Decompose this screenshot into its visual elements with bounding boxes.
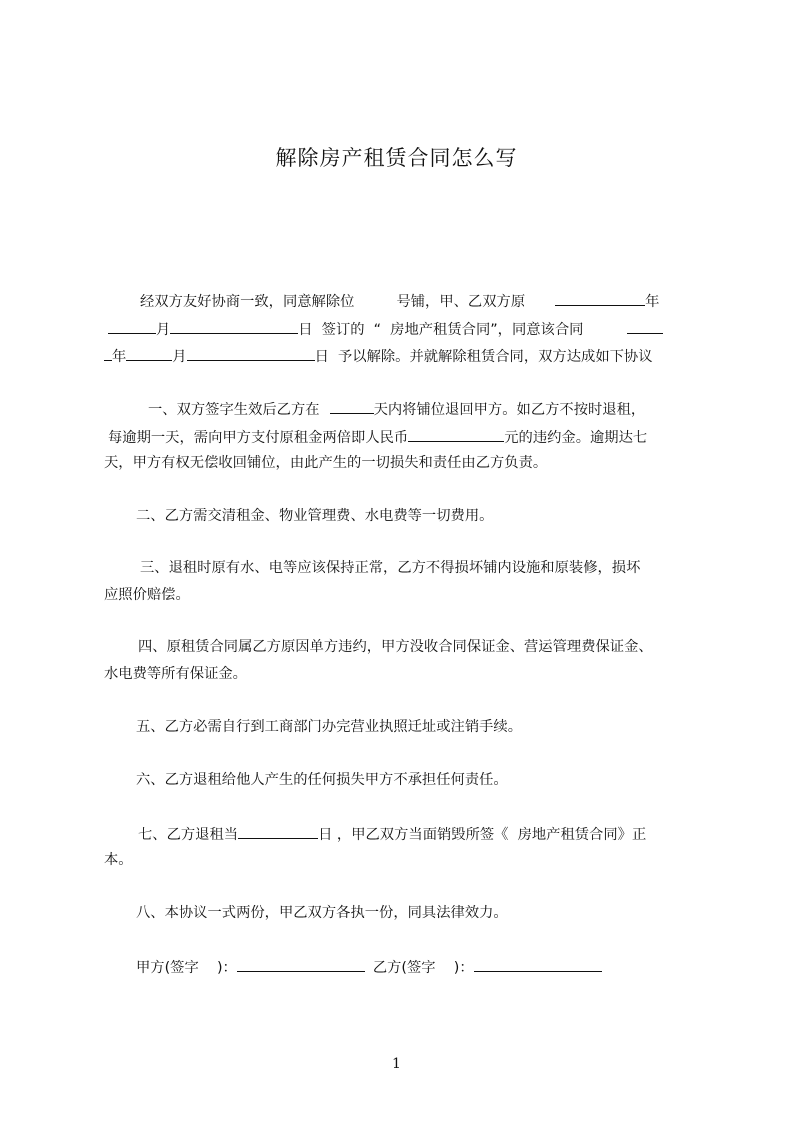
clause-4-line-1: 四、原租赁合同属乙方原因单方违约，甲方没收合同保证金、营运管理费保证金、: [138, 639, 653, 655]
intro-text: 号铺，甲、乙双方原: [396, 294, 526, 310]
document-title: 解除房产租赁合同怎么写: [275, 146, 518, 170]
clause-1-line-2: [108, 426, 647, 448]
clause-1-line-3: 天，甲方有权无偿收回铺位，由此产生的一切损失和责任由乙方负责。: [104, 455, 548, 471]
clause-8: 八、本协议一式两份，甲乙双方各执一份，同具法律效力。: [136, 905, 508, 921]
intro-text: 月: [156, 322, 171, 338]
clause-2: 二、乙方需交清租金、物业管理费、水电费等一切费用。: [136, 508, 494, 524]
intro-text: 日 签订的 “ 房地产租赁合同”，同意该合同: [298, 322, 584, 338]
blank-line: [408, 426, 504, 442]
clause-text: 一、双方签字生效后乙方在: [148, 402, 320, 418]
intro-line-3: [104, 345, 653, 367]
intro-text: 月: [172, 349, 187, 365]
blank-line: [187, 345, 315, 361]
blank-line: [104, 345, 112, 361]
intro-line-1: [140, 290, 659, 312]
page-number: 1: [392, 1056, 401, 1072]
party-b-signature-label: 乙方(签字 )：: [372, 960, 474, 976]
clause-3-line-1: 三、退租时原有水、电等应该保持正常，乙方不得损坏铺内设施和原装修，损坏: [140, 560, 641, 576]
party-b-signature-blank: [474, 956, 602, 972]
blank-line: [555, 290, 645, 306]
blank-line: [170, 318, 298, 334]
clause-5: 五、乙方必需自行到工商部门办完营业执照迁址或注销手续。: [136, 719, 523, 735]
signature-line: [136, 956, 602, 978]
blank-line: [330, 398, 374, 414]
blank-line: [126, 345, 172, 361]
intro-text: 年: [112, 349, 127, 365]
intro-text: 日 予以解除。并就解除租赁合同，双方达成如下协议: [314, 349, 653, 365]
party-a-signature-label: 甲方(签字 )：: [136, 960, 237, 976]
blank-line: [108, 318, 156, 334]
blank-line: [627, 318, 663, 334]
clause-text: 元的违约金。逾期达七: [504, 430, 648, 446]
intro-text: 经双方友好协商一致，同意解除位: [140, 294, 355, 310]
blank-line: [238, 823, 318, 839]
intro-text: 年: [645, 294, 660, 310]
clause-4-line-2: 水电费等所有保证金。: [104, 666, 247, 682]
clause-6: 六、乙方退租给他人产生的任何损失甲方不承担任何责任。: [136, 772, 508, 788]
clause-7-line-1: [138, 823, 646, 845]
clause-7-line-2: 本。: [104, 852, 133, 868]
clause-text: 每逾期一天，需向甲方支付原租金两倍即人民币: [108, 430, 409, 446]
clause-text: 天内将铺位退回甲方。如乙方不按时退租，: [373, 402, 646, 418]
clause-1-line-1: [148, 398, 645, 420]
clause-3-line-2: 应照价赔偿。: [104, 587, 190, 603]
party-a-signature-blank: [237, 956, 365, 972]
clause-text: 七、乙方退租当: [138, 827, 239, 843]
clause-text: 日 ，甲乙双方当面销毁所签《 房地产租赁合同》正: [318, 827, 647, 843]
intro-line-2: [108, 318, 663, 340]
